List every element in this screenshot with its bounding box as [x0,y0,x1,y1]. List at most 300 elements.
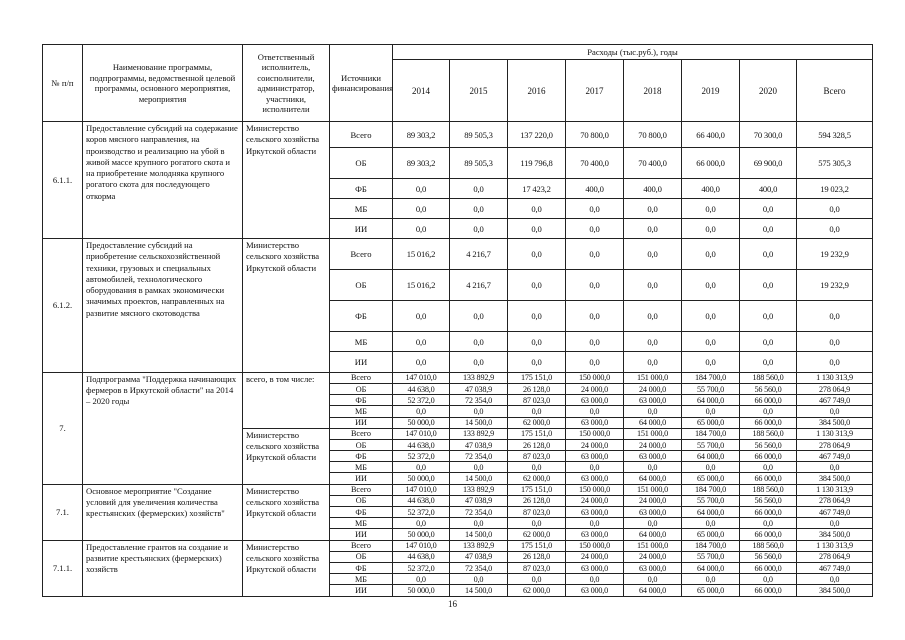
row-number: 7. [43,372,83,484]
value-cell: 87 023,0 [508,562,566,573]
value-cell: 0,0 [393,179,450,199]
source-cell: ИИ [330,585,393,596]
total-cell: 0,0 [797,301,873,332]
value-cell: 0,0 [624,270,682,301]
value-cell: 64 000,0 [682,562,740,573]
value-cell: 55 700,0 [682,383,740,394]
value-cell: 188 560,0 [740,484,797,495]
value-cell: 50 000,0 [393,417,450,428]
value-cell: 62 000,0 [508,417,566,428]
total-cell: 467 749,0 [797,395,873,406]
value-cell: 0,0 [450,462,508,473]
value-cell: 151 000,0 [624,484,682,495]
value-cell: 24 000,0 [624,383,682,394]
value-cell: 65 000,0 [682,529,740,540]
value-cell: 0,0 [393,219,450,239]
value-cell: 0,0 [566,518,624,529]
row-responsible: всего, в том числе: [243,372,330,428]
source-cell: МБ [330,574,393,585]
value-cell: 400,0 [624,179,682,199]
header-year: 2015 [450,60,508,122]
value-cell: 0,0 [624,219,682,239]
value-cell: 24 000,0 [624,551,682,562]
value-cell: 62 000,0 [508,473,566,484]
value-cell: 147 010,0 [393,540,450,551]
value-cell: 72 354,0 [450,507,508,518]
row-number: 7.1. [43,484,83,540]
value-cell: 55 700,0 [682,495,740,506]
value-cell: 0,0 [566,219,624,239]
source-cell: МБ [330,406,393,417]
header-year: 2020 [740,60,797,122]
value-cell: 66 000,0 [740,473,797,484]
source-cell: ИИ [330,473,393,484]
header-year: 2014 [393,60,450,122]
source-cell: Всего [330,428,393,439]
source-cell: ФБ [330,451,393,462]
row-responsible: Министерство сельского хозяйства Иркутской области [243,428,330,484]
value-cell: 63 000,0 [624,451,682,462]
source-cell: ИИ [330,219,393,239]
value-cell: 52 372,0 [393,451,450,462]
source-cell: ОБ [330,495,393,506]
value-cell: 72 354,0 [450,451,508,462]
row-responsible: Министерство сельского хозяйства Иркутской области [243,239,330,373]
source-cell: ОБ [330,439,393,450]
source-cell: Всего [330,239,393,270]
value-cell: 119 796,8 [508,148,566,179]
value-cell: 89 303,2 [393,122,450,148]
value-cell: 63 000,0 [624,395,682,406]
value-cell: 14 500,0 [450,473,508,484]
value-cell: 63 000,0 [566,395,624,406]
total-cell: 278 064,9 [797,439,873,450]
source-cell: ФБ [330,562,393,573]
row-responsible: Министерство сельского хозяйства Иркутской области [243,122,330,239]
value-cell: 65 000,0 [682,417,740,428]
total-cell: 19 232,9 [797,270,873,301]
source-cell: Всего [330,540,393,551]
value-cell: 26 128,0 [508,495,566,506]
value-cell: 87 023,0 [508,451,566,462]
total-cell: 1 130 313,9 [797,484,873,495]
value-cell: 0,0 [450,199,508,219]
total-cell: 19 023,2 [797,179,873,199]
value-cell: 14 500,0 [450,585,508,596]
value-cell: 175 151,0 [508,540,566,551]
value-cell: 66 000,0 [740,585,797,596]
value-cell: 0,0 [393,462,450,473]
value-cell: 133 892,9 [450,372,508,383]
header-year: 2018 [624,60,682,122]
value-cell: 0,0 [508,199,566,219]
value-cell: 0,0 [508,518,566,529]
source-cell: ОБ [330,551,393,562]
value-cell: 0,0 [682,332,740,352]
value-cell: 0,0 [393,301,450,332]
value-cell: 66 000,0 [740,451,797,462]
value-cell: 0,0 [450,219,508,239]
value-cell: 0,0 [740,301,797,332]
value-cell: 50 000,0 [393,473,450,484]
value-cell: 188 560,0 [740,428,797,439]
value-cell: 24 000,0 [566,383,624,394]
value-cell: 0,0 [740,406,797,417]
value-cell: 15 016,2 [393,239,450,270]
value-cell: 63 000,0 [566,417,624,428]
value-cell: 0,0 [624,406,682,417]
value-cell: 24 000,0 [566,551,624,562]
total-cell: 467 749,0 [797,507,873,518]
value-cell: 0,0 [566,239,624,270]
total-cell: 384 500,0 [797,529,873,540]
value-cell: 0,0 [566,199,624,219]
value-cell: 150 000,0 [566,484,624,495]
value-cell: 0,0 [508,270,566,301]
header-year: 2017 [566,60,624,122]
value-cell: 0,0 [508,406,566,417]
value-cell: 0,0 [508,219,566,239]
value-cell: 0,0 [624,301,682,332]
value-cell: 63 000,0 [566,451,624,462]
value-cell: 0,0 [393,199,450,219]
value-cell: 62 000,0 [508,585,566,596]
total-cell: 1 130 313,9 [797,372,873,383]
value-cell: 50 000,0 [393,585,450,596]
source-cell: ОБ [330,383,393,394]
value-cell: 66 000,0 [682,148,740,179]
source-cell: ФБ [330,179,393,199]
value-cell: 0,0 [624,462,682,473]
header-expenses: Расходы (тыс.руб.), годы [393,45,873,60]
value-cell: 133 892,9 [450,484,508,495]
value-cell: 89 505,3 [450,122,508,148]
value-cell: 87 023,0 [508,507,566,518]
value-cell: 0,0 [682,270,740,301]
value-cell: 0,0 [508,462,566,473]
source-cell: МБ [330,518,393,529]
row-name: Предоставление субсидий на содержание коров мясного направления, на производство и реализацию на убой в живой массе крупного рогатого скота и на приобретение молодняка крупного рогатого скота для последующего откорма [83,122,243,239]
value-cell: 0,0 [450,352,508,372]
table-row [43,372,873,383]
value-cell: 133 892,9 [450,428,508,439]
value-cell: 0,0 [682,219,740,239]
total-cell: 384 500,0 [797,585,873,596]
value-cell: 0,0 [450,179,508,199]
value-cell: 44 638,0 [393,383,450,394]
value-cell: 0,0 [450,301,508,332]
source-cell: ФБ [330,301,393,332]
total-cell: 0,0 [797,406,873,417]
value-cell: 47 038,9 [450,495,508,506]
value-cell: 175 151,0 [508,428,566,439]
value-cell: 400,0 [566,179,624,199]
value-cell: 0,0 [740,574,797,585]
row-name: Основное мероприятие "Создание условий для увеличения количества крестьянских (фермерских) хозяйств" [83,484,243,540]
value-cell: 24 000,0 [624,439,682,450]
value-cell: 89 303,2 [393,148,450,179]
source-cell: МБ [330,332,393,352]
source-cell: ФБ [330,507,393,518]
value-cell: 44 638,0 [393,439,450,450]
value-cell: 63 000,0 [624,562,682,573]
total-cell: 0,0 [797,332,873,352]
total-cell: 0,0 [797,352,873,372]
value-cell: 0,0 [508,574,566,585]
table-body [43,122,873,597]
value-cell: 0,0 [566,574,624,585]
source-cell: ИИ [330,352,393,372]
total-cell: 278 064,9 [797,551,873,562]
row-name: Подпрограмма "Поддержка начинающих фермеров в Иркутской области" на 2014 – 2020 годы [83,372,243,484]
value-cell: 0,0 [682,301,740,332]
value-cell: 52 372,0 [393,395,450,406]
value-cell: 52 372,0 [393,507,450,518]
value-cell: 0,0 [450,518,508,529]
value-cell: 400,0 [682,179,740,199]
value-cell: 0,0 [740,518,797,529]
value-cell: 64 000,0 [624,417,682,428]
value-cell: 0,0 [682,239,740,270]
value-cell: 70 400,0 [624,148,682,179]
value-cell: 0,0 [682,574,740,585]
value-cell: 64 000,0 [682,451,740,462]
total-cell: 594 328,5 [797,122,873,148]
source-cell: ОБ [330,148,393,179]
value-cell: 0,0 [508,332,566,352]
source-cell: МБ [330,199,393,219]
value-cell: 44 638,0 [393,495,450,506]
value-cell: 137 220,0 [508,122,566,148]
value-cell: 4 216,7 [450,270,508,301]
value-cell: 63 000,0 [566,585,624,596]
value-cell: 0,0 [624,352,682,372]
value-cell: 24 000,0 [566,439,624,450]
total-cell: 0,0 [797,462,873,473]
value-cell: 66 000,0 [740,562,797,573]
value-cell: 56 560,0 [740,383,797,394]
total-cell: 384 500,0 [797,473,873,484]
value-cell: 0,0 [566,332,624,352]
value-cell: 0,0 [393,574,450,585]
value-cell: 70 800,0 [624,122,682,148]
page-number: 16 [448,599,457,609]
value-cell: 63 000,0 [624,507,682,518]
value-cell: 0,0 [740,199,797,219]
value-cell: 0,0 [624,239,682,270]
value-cell: 0,0 [450,574,508,585]
value-cell: 184 700,0 [682,372,740,383]
value-cell: 65 000,0 [682,585,740,596]
header-year: 2016 [508,60,566,122]
value-cell: 15 016,2 [393,270,450,301]
value-cell: 175 151,0 [508,484,566,495]
value-cell: 0,0 [566,462,624,473]
value-cell: 64 000,0 [624,473,682,484]
value-cell: 89 505,3 [450,148,508,179]
value-cell: 0,0 [740,332,797,352]
value-cell: 0,0 [740,219,797,239]
value-cell: 56 560,0 [740,495,797,506]
value-cell: 66 000,0 [740,417,797,428]
value-cell: 147 010,0 [393,372,450,383]
value-cell: 64 000,0 [624,585,682,596]
value-cell: 0,0 [624,574,682,585]
value-cell: 26 128,0 [508,551,566,562]
value-cell: 50 000,0 [393,529,450,540]
value-cell: 0,0 [624,332,682,352]
total-cell: 0,0 [797,574,873,585]
value-cell: 151 000,0 [624,372,682,383]
table-row [43,239,873,270]
value-cell: 63 000,0 [566,507,624,518]
value-cell: 0,0 [508,239,566,270]
value-cell: 151 000,0 [624,540,682,551]
value-cell: 0,0 [393,332,450,352]
value-cell: 188 560,0 [740,372,797,383]
value-cell: 0,0 [393,352,450,372]
value-cell: 65 000,0 [682,473,740,484]
value-cell: 63 000,0 [566,473,624,484]
table-row [43,484,873,495]
value-cell: 4 216,7 [450,239,508,270]
source-cell: МБ [330,462,393,473]
value-cell: 0,0 [450,406,508,417]
value-cell: 63 000,0 [566,562,624,573]
value-cell: 184 700,0 [682,428,740,439]
value-cell: 24 000,0 [566,495,624,506]
total-cell: 575 305,3 [797,148,873,179]
header-name: Наименование программы, подпрограммы, ведомственной целевой программы, основного мероприятия, мероприятия [83,45,243,122]
value-cell: 69 900,0 [740,148,797,179]
total-cell: 19 232,9 [797,239,873,270]
value-cell: 26 128,0 [508,439,566,450]
value-cell: 24 000,0 [624,495,682,506]
header-total: Всего [797,60,873,122]
value-cell: 70 300,0 [740,122,797,148]
value-cell: 66 000,0 [740,507,797,518]
value-cell: 0,0 [682,406,740,417]
row-name: Предоставление грантов на создание и развитие крестьянских (фермерских) хозяйств [83,540,243,596]
value-cell: 64 000,0 [624,529,682,540]
source-cell: ОБ [330,270,393,301]
value-cell: 188 560,0 [740,540,797,551]
value-cell: 47 038,9 [450,383,508,394]
value-cell: 0,0 [740,270,797,301]
source-cell: ИИ [330,529,393,540]
value-cell: 0,0 [682,352,740,372]
total-cell: 467 749,0 [797,451,873,462]
value-cell: 66 400,0 [682,122,740,148]
total-cell: 1 130 313,9 [797,540,873,551]
value-cell: 147 010,0 [393,428,450,439]
value-cell: 55 700,0 [682,551,740,562]
table-row [43,540,873,551]
total-cell: 278 064,9 [797,383,873,394]
value-cell: 133 892,9 [450,540,508,551]
header-sources: Источники финансирования [330,45,393,122]
value-cell: 62 000,0 [508,529,566,540]
value-cell: 0,0 [682,518,740,529]
value-cell: 56 560,0 [740,551,797,562]
value-cell: 0,0 [740,239,797,270]
value-cell: 0,0 [566,270,624,301]
value-cell: 47 038,9 [450,439,508,450]
value-cell: 70 400,0 [566,148,624,179]
source-cell: Всего [330,484,393,495]
source-cell: Всего [330,372,393,383]
total-cell: 278 064,9 [797,495,873,506]
value-cell: 0,0 [393,406,450,417]
value-cell: 400,0 [740,179,797,199]
source-cell: ФБ [330,395,393,406]
value-cell: 150 000,0 [566,540,624,551]
total-cell: 0,0 [797,219,873,239]
row-responsible: Министерство сельского хозяйства Иркутской области [243,540,330,596]
value-cell: 66 000,0 [740,395,797,406]
value-cell: 0,0 [450,332,508,352]
value-cell: 0,0 [566,352,624,372]
value-cell: 0,0 [624,199,682,219]
value-cell: 66 000,0 [740,529,797,540]
value-cell: 72 354,0 [450,562,508,573]
value-cell: 87 023,0 [508,395,566,406]
value-cell: 72 354,0 [450,395,508,406]
source-cell: Всего [330,122,393,148]
row-number: 6.1.1. [43,122,83,239]
value-cell: 0,0 [682,199,740,219]
value-cell: 55 700,0 [682,439,740,450]
total-cell: 0,0 [797,199,873,219]
header-year: 2019 [682,60,740,122]
value-cell: 26 128,0 [508,383,566,394]
value-cell: 0,0 [508,352,566,372]
value-cell: 0,0 [624,518,682,529]
value-cell: 14 500,0 [450,417,508,428]
value-cell: 70 800,0 [566,122,624,148]
value-cell: 64 000,0 [682,507,740,518]
source-cell: ИИ [330,417,393,428]
value-cell: 150 000,0 [566,372,624,383]
value-cell: 0,0 [393,518,450,529]
total-cell: 0,0 [797,518,873,529]
value-cell: 52 372,0 [393,562,450,573]
value-cell: 14 500,0 [450,529,508,540]
value-cell: 44 638,0 [393,551,450,562]
value-cell: 147 010,0 [393,484,450,495]
value-cell: 64 000,0 [682,395,740,406]
row-number: 6.1.2. [43,239,83,373]
value-cell: 151 000,0 [624,428,682,439]
value-cell: 56 560,0 [740,439,797,450]
value-cell: 17 423,2 [508,179,566,199]
value-cell: 0,0 [682,462,740,473]
budget-table-sheet [42,44,872,597]
value-cell: 0,0 [740,352,797,372]
total-cell: 1 130 313,9 [797,428,873,439]
value-cell: 63 000,0 [566,529,624,540]
row-number: 7.1.1. [43,540,83,596]
value-cell: 47 038,9 [450,551,508,562]
row-responsible: Министерство сельского хозяйства Иркутской области [243,484,330,540]
total-cell: 467 749,0 [797,562,873,573]
table-row [43,122,873,148]
total-cell: 384 500,0 [797,417,873,428]
row-name: Предоставление субсидий на приобретение сельскохозяйственной техники, грузовых и специальных автомобилей, технологического оборудования в рамках экономически значимых проектов, направленных на развитие мясного скотоводства [83,239,243,373]
value-cell: 184 700,0 [682,484,740,495]
value-cell: 150 000,0 [566,428,624,439]
value-cell: 0,0 [508,301,566,332]
